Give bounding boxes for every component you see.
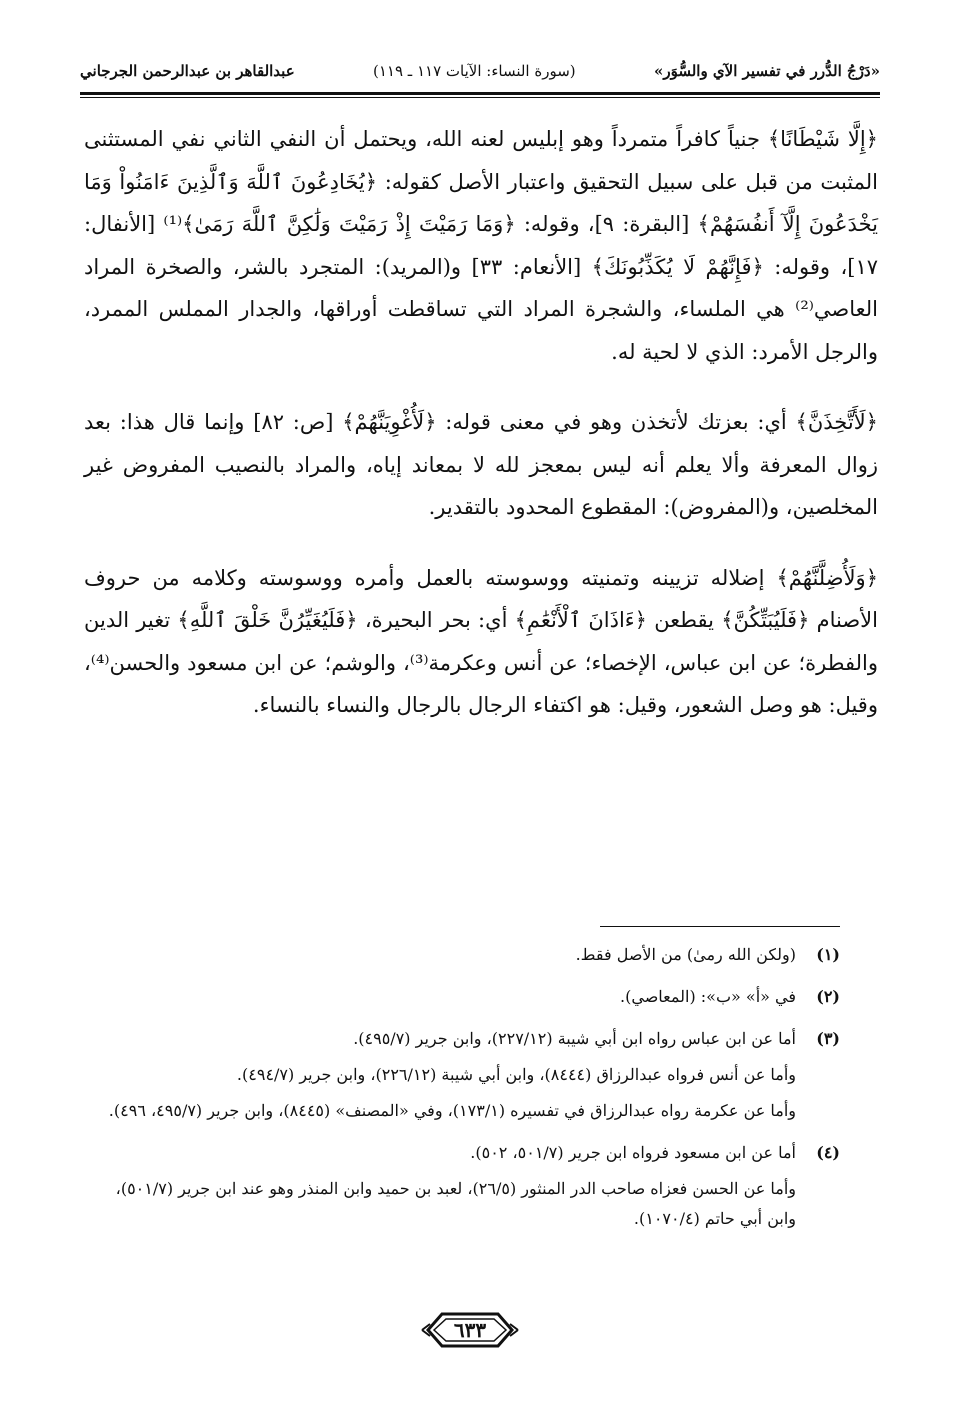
- footnote-line: (ولكن الله رمىٰ) من الأصل فقط.: [575, 945, 796, 964]
- footnote-number: (٤): [816, 1143, 840, 1162]
- paragraph-3: ﴿وَلَأُضِلَّنَّهُمْ﴾ إضلاله تزيينه وتمنيته ووسوسته بالعمل وأمره ووسوسته وكلامه من حروف الأصنام ﴿فَلَيُبَتِّكُنَّ﴾ يقطعن ﴿ءَاذَانَ ٱلْأَنْعَٰمِ﴾ أي: بحر البحيرة، ﴿فَلَيُغَيِّرُنَّ خَلْقَ ٱللَّهِ﴾ تغير الدين والفطرة؛ عن ابن عباس، الإخصاء؛ عن أنس وعكرمة⁽³⁾، والوشم؛ عن ابن مسعود والحسن⁽⁴⁾، وقيل: هو وصل الشعور، وقيل: هو اكتفاء الرجال بالرجال والنساء بالنساء.: [84, 565, 878, 717]
- footnote-line: أما عن ابن مسعود فرواه ابن جرير (٥٠١/٧، ٥٠٢).: [470, 1143, 796, 1162]
- header-divider: [80, 92, 880, 95]
- footnote-line: أما عن ابن عباس رواه ابن أبي شيبة (٢٢٧/١٢)، وابن جرير (٤٩٥/٧).: [353, 1029, 796, 1048]
- footnote-line: وأما عن أنس فرواه عبدالرزاق (٨٤٤٤)، وابن أبي شيبة (٢٢٦/١٢)، وابن جرير (٤٩٤/٧).: [236, 1065, 796, 1084]
- page-number-ornament: [420, 1310, 520, 1350]
- header-divider-thin: [80, 97, 880, 98]
- running-header: [80, 56, 880, 86]
- header-author: عبدالقاهر بن عبدالرحمن الجرجاني: [80, 62, 295, 80]
- footnote-number: (١): [816, 945, 840, 964]
- footnote-number: (٢): [816, 987, 840, 1006]
- footnote-line: وأما عن عكرمة رواه عبدالرزاق في تفسيره (١٧٣/١)، وفي «المصنف» (٨٤٤٥)، وابن جرير (٤٩٥/٧، ٤٩٦).: [108, 1101, 796, 1120]
- footnote-3: [90, 1024, 840, 1132]
- footnote-1: [90, 940, 840, 976]
- header-book-title: «دَرْجُ الدُّرر في تفسير الآي والسُّوَر»: [653, 62, 880, 80]
- footnote-line: في «أ» «ب»: (المعاصي).: [620, 987, 796, 1006]
- footnote-2: [90, 982, 840, 1018]
- main-text: [84, 118, 878, 755]
- footnotes: [90, 940, 840, 1246]
- page-number: ٦٣٣: [453, 1318, 487, 1342]
- footnote-number: (٣): [816, 1029, 840, 1048]
- footnote-divider: [600, 926, 840, 927]
- header-surah-location: (سورة النساء: الآيات ١١٧ ـ ١١٩): [373, 62, 576, 80]
- footnote-4: [90, 1138, 840, 1240]
- paragraph-1: ﴿إِلَّا شَيْطَانًا﴾ جنياً كافراً متمرداً وهو إبليس لعنه الله، ويحتمل أن النفي الثاني نفي المستثنى المثبت من قبل على سبيل التحقيق واعتبار الأصل كقوله: ﴿يُخَادِعُونَ ٱللَّهَ وَٱلَّذِينَ ءَامَنُواْ وَمَا يَخْدَعُونَ إِلَّآ أَنفُسَهُمْ﴾ [البقرة: ٩]، وقوله: ﴿وَمَا رَمَيْتَ إِذْ رَمَيْتَ وَلَٰكِنَّ ٱللَّهَ رَمَىٰ﴾⁽¹⁾ [الأنفال: ١٧]، وقوله: ﴿فَإِنَّهُمْ لَا يُكَذِّبُونَكَ﴾ [الأنعام: ٣٣] و(المريد): المتجرد بالشر، والصخرة المراد العاصي⁽²⁾ هي الملساء، والشجرة المراد التي تساقطت أوراقها، والجدار المملس الممرد، والرجل الأمرد: الذي لا لحية له.: [84, 127, 879, 364]
- footnote-line: وأما عن الحسن فعزاه صاحب الدر المنثور (٢٦/٥)، لعبد بن حميد وابن المنذر وهو عند ابن جرير (٥٠١/٧)، وابن أبي حاتم (١٠٧٠/٤).: [115, 1179, 796, 1228]
- paragraph-2: ﴿لَأَتَّخِذَنَّ﴾ أي: بعزتك لأتخذن وهو في معنى قوله: ﴿لَأُغْوِيَنَّهُمْ﴾ [ص: ٨٢] وإنما قال هذا: بعد زوال المعرفة وألا يعلم أنه ليس بمعجز لله لا بمعاند إياه، والمراد بالنصيب المفروض غير المخلصين، و(المفروض): المقطوع المحدود بالتقدير.: [84, 410, 878, 519]
